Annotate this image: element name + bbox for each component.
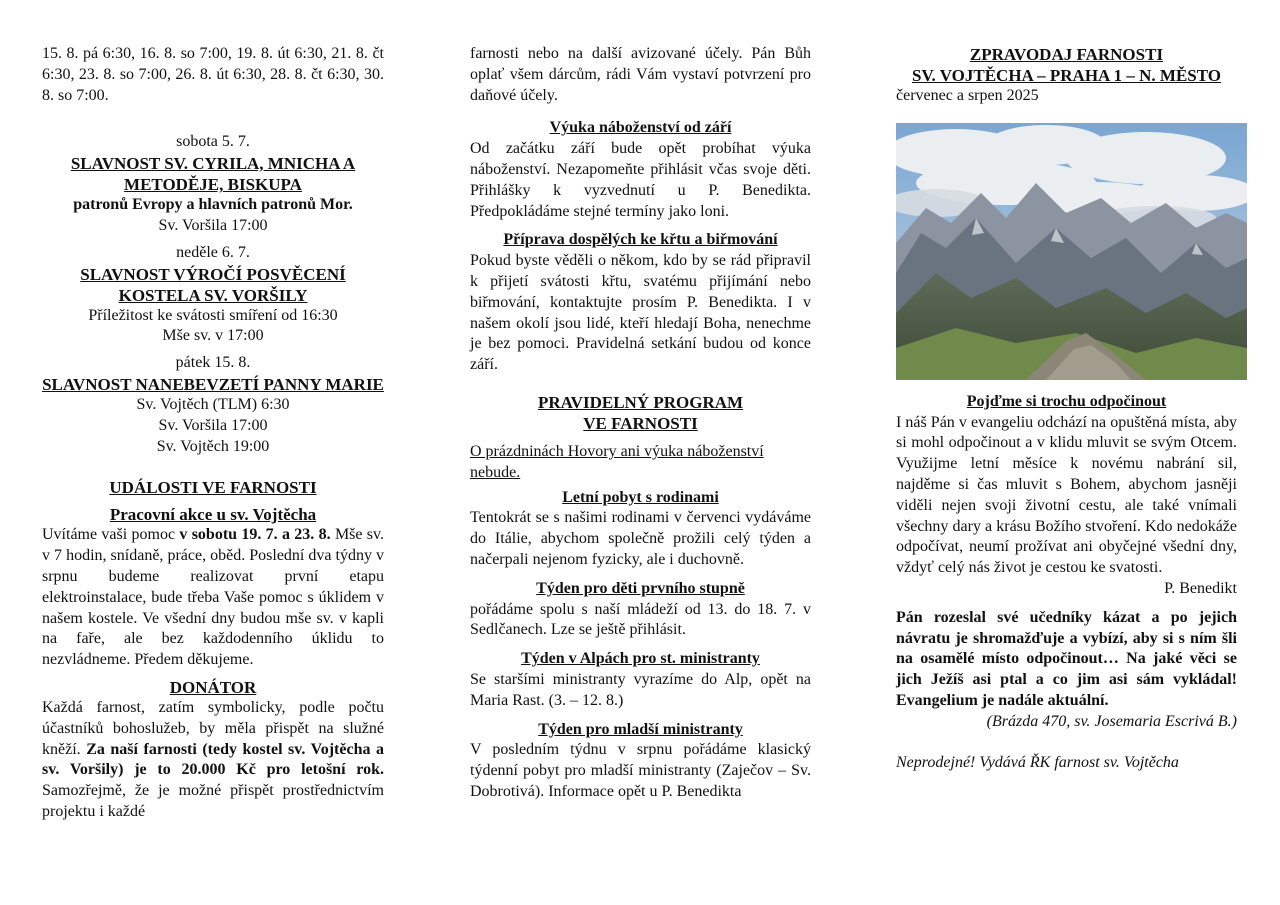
article-text: V posledním týdnu v srpnu pořádáme klasický týdenní pobyt pro mladší ministranty (Zaječov – Sv. Dobrotivá). Informace opět u P. Benedikta — [470, 741, 811, 800]
section-heading: UDÁLOSTI VE FARNOSTI — [109, 478, 317, 498]
article-text: farnosti nebo na další avizované účely. Pán Bůh oplať všem dárcům, rádi Vám vystaví potvrzení pro daňové účely. — [470, 45, 811, 104]
article-heading: Týden pro děti prvního stupně — [536, 579, 745, 597]
article-heading: Týden pro mladší ministranty — [538, 720, 743, 738]
article-heading: Příprava dospělých ke křtu a biřmování — [503, 231, 778, 249]
article-heading: Pracovní akce u sv. Vojtěcha — [109, 505, 317, 525]
text-run-bold: v sobotu 19. 7. a 23. 8. — [179, 526, 331, 544]
event-time: Sv. Vojtěch (TLM) 6:30 — [136, 395, 290, 413]
mountain-photo — [896, 123, 1247, 380]
article-text: Od začátku září bude opět probíhat výuka náboženství. Nezapomeňte přihlásit včas svoje děti. Přihlášky k vyzvednutí u P. Benedikta. Předpokládáme stejné termíny jako loni. — [470, 140, 811, 220]
article-text: pořádáme spolu s naší mládeží od 13. do 18. 7. v Sedlčanech. Lze se ještě přihlásit. — [470, 600, 811, 639]
column-right — [896, 44, 1237, 773]
text-run-bold: Za naší farnosti (tedy kostel sv. Vojtěcha a sv. Voršily) je to 20.000 Kč pro letošní rok. — [42, 740, 385, 779]
article-text: Se staršími ministranty vyrazíme do Alp, opět na Maria Rast. (3. – 12. 8.) — [470, 670, 811, 709]
event-subtitle: patronů Evropy a hlavních patronů Mor. — [73, 196, 353, 214]
event-title: SLAVNOST SV. CYRILA, MNICHA A METODĚJE, BISKUPA — [70, 154, 356, 195]
article-text: Tentokrát se s našimi rodinami v červenci vydáváme do Itálie, abychom společně prožili celý týden a načerpali nejenom fyzicky, ale i duchovně. — [470, 509, 811, 568]
column-left — [42, 44, 384, 823]
section-heading: PRAVIDELNÝ PROGRAM — [537, 392, 744, 412]
event-date: neděle 6. 7. — [176, 243, 250, 261]
article-text — [42, 525, 384, 671]
article-text: I náš Pán v evangeliu odchází na opuštěná místa, aby si mohl odpočinout a v klidu mluvit se svým Otcem. Využijme letní měsíce k novému nabrání sil, najděme si čas mluvit s Bohem, abychom jasněji viděli nejen svoji životní cestu, ale také vnímali všechny dary a krásu Božího stvoření. Kdo nedokáže odpočívat, neumí prožívat ani obyčejné všední dny, vždyť celý nás život je cestou ke svatosti. — [896, 413, 1237, 577]
event-time: Sv. Vojtěch 19:00 — [156, 437, 270, 455]
article-text: Pokud byste věděli o někom, kdo by se rád připravil k přijetí svátosti křtu, svatému přijímání nebo biřmování, kontaktujte prosím P. Benedikta. I v našem okolí jsou lidé, kteří hledají Boha, nenechme je bez pomoci. Pravidelná setkání budou od konce září. — [470, 252, 811, 374]
event-title: SLAVNOST NANEBEVZETÍ PANNY MARIE — [42, 374, 384, 394]
article-text — [42, 698, 384, 823]
masthead-title: ZPRAVODAJ FARNOSTI — [969, 45, 1164, 64]
footer-note: Neprodejné! Vydává ŘK farnost sv. Vojtěcha — [896, 753, 1179, 771]
text-run: Mše sv. v 7 hodin, snídaně, práce, oběd. Poslední dva týdny v srpnu budeme realizovat první etapu elektroinstalace, bude třeba Vaše pomoc s úklidem v našem kostele. Ve všední dny budou mše sv. v kapli na faře, ale bez každodenního úklidu to nezvládneme. Předem děkujeme. — [42, 526, 384, 669]
mass-schedule: 15. 8. pá 6:30, 16. 8. so 7:00, 19. 8. út 6:30, 21. 8. čt 6:30, 23. 8. so 7:00, 26. 8. út 6:30, 28. 8. čt 6:30, 30. 8. so 7:00. — [42, 45, 384, 104]
event-time: Sv. Voršila 17:00 — [158, 416, 268, 434]
text-run: Každá farnost, zatím symbolicky, podle počtu účastníků bohoslužeb, by měla přispět na služné kněží. — [42, 698, 384, 758]
section-heading: VE FARNOSTI — [583, 413, 698, 433]
issue-date: červenec a srpen 2025 — [896, 87, 1039, 104]
column-middle — [470, 44, 811, 803]
mountain-landscape-image — [896, 123, 1247, 380]
article-heading: DONÁTOR — [169, 677, 257, 697]
event-time: Příležitost ke svátosti smíření od 16:30 — [88, 306, 338, 324]
event-date: pátek 15. 8. — [175, 354, 251, 372]
text-run: Uvítáme vaši pomoc — [42, 526, 180, 544]
article-heading: Týden v Alpách pro st. ministranty — [521, 650, 760, 668]
article-heading: Výuka náboženství od září — [549, 119, 732, 137]
event-date: sobota 5. 7. — [176, 133, 250, 151]
holiday-note: O prázdninách Hovory ani výuka náboženství nebude. — [470, 442, 764, 481]
text-run: Samozřejmě, že je možné přispět prostřednictvím projektu i každé — [42, 782, 384, 820]
quote-source: (Brázda 470, sv. Josemaria Escrivá B.) — [986, 712, 1237, 730]
signature: P. Benedikt — [1164, 579, 1237, 597]
article-heading: Letní pobyt s rodinami — [562, 488, 719, 506]
event-title: SLAVNOST VÝROČÍ POSVĚCENÍ KOSTELA SV. VORŠILY — [80, 264, 346, 305]
event-time: Sv. Voršila 17:00 — [158, 216, 268, 234]
masthead-subtitle: SV. VOJTĚCHA – PRAHA 1 – N. MĚSTO — [911, 66, 1222, 85]
quote-text: Pán rozeslal své učedníky kázat a po jejich návratu je shromažďuje a vybízí, aby si s ním šli na osamělé místo odpočinout… Na jaké věci se jich Ježíš asi ptal a co jim asi sám vykládal! Evangelium je nadále aktuální. — [896, 608, 1237, 709]
event-time: Mše sv. v 17:00 — [162, 327, 264, 345]
article-heading: Pojďme si trochu odpočinout — [966, 392, 1167, 410]
